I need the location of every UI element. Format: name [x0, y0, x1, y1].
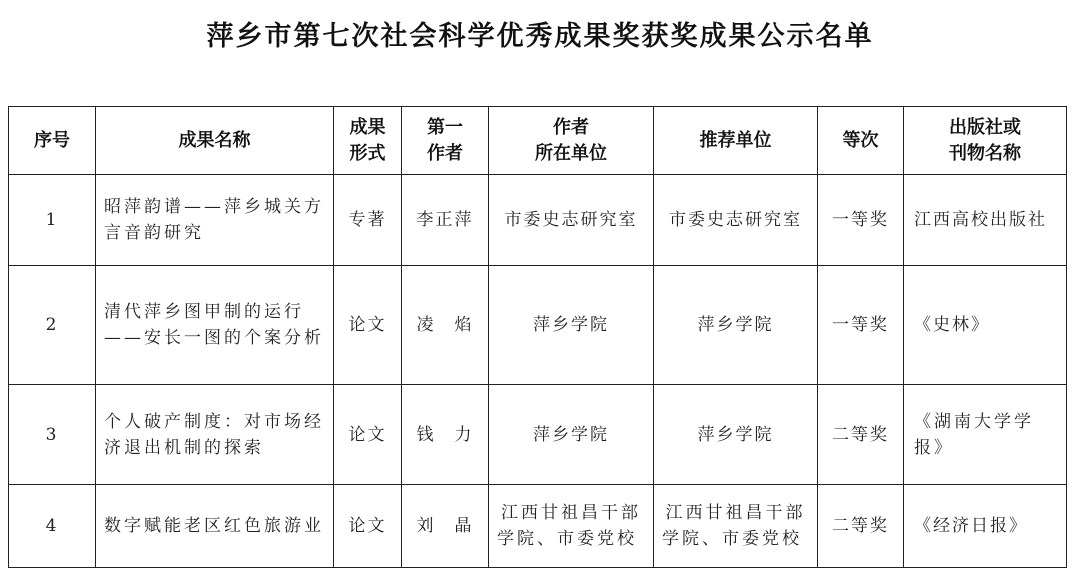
- cell-form: 论文: [334, 385, 402, 485]
- header-recommender: 推荐单位: [654, 107, 818, 175]
- cell-grade: 二等奖: [818, 385, 904, 485]
- cell-author-org: 市委史志研究室: [489, 175, 654, 266]
- cell-form: 论文: [334, 266, 402, 385]
- page-title: 萍乡市第七次社会科学优秀成果奖获奖成果公示名单: [206, 21, 874, 52]
- cell-publisher: 《经济日报》: [904, 485, 1067, 568]
- header-form: 成果 形式: [334, 107, 402, 175]
- cell-title: 个人破产制度：对市场经济退出机制的探索: [96, 385, 334, 485]
- cell-form: 论文: [334, 485, 402, 568]
- cell-grade: 二等奖: [818, 485, 904, 568]
- cell-title: 昭萍韵谱——萍乡城关方言音韵研究: [96, 175, 334, 266]
- table-header-row: [9, 107, 1067, 175]
- cell-index: 3: [9, 385, 96, 485]
- header-author: 第一 作者: [402, 107, 489, 175]
- header-grade: 等次: [818, 107, 904, 175]
- header-index: 序号: [9, 107, 96, 175]
- cell-index: 4: [9, 485, 96, 568]
- cell-grade: 一等奖: [818, 266, 904, 385]
- cell-index: 1: [9, 175, 96, 266]
- table-row: [9, 175, 1067, 266]
- cell-publisher: 《湖南大学学报》: [904, 385, 1067, 485]
- cell-author-org: 江西甘祖昌干部学院、市委党校: [489, 485, 654, 568]
- cell-form: 专著: [334, 175, 402, 266]
- cell-publisher: 江西高校出版社: [904, 175, 1067, 266]
- cell-index: 2: [9, 266, 96, 385]
- table-row: [9, 485, 1067, 568]
- table-row: [9, 385, 1067, 485]
- table-row: [9, 266, 1067, 385]
- cell-author: 刘 晶: [402, 485, 489, 568]
- cell-recommender: 萍乡学院: [654, 266, 818, 385]
- cell-recommender: 市委史志研究室: [654, 175, 818, 266]
- cell-author-org: 萍乡学院: [489, 266, 654, 385]
- cell-recommender: 江西甘祖昌干部学院、市委党校: [654, 485, 818, 568]
- cell-author-org: 萍乡学院: [489, 385, 654, 485]
- header-publisher: 出版社或 刊物名称: [904, 107, 1067, 175]
- cell-title: 清代萍乡图甲制的运行——安长一图的个案分析: [96, 266, 334, 385]
- cell-publisher: 《史林》: [904, 266, 1067, 385]
- cell-recommender: 萍乡学院: [654, 385, 818, 485]
- cell-author: 凌 焰: [402, 266, 489, 385]
- cell-author: 李正萍: [402, 175, 489, 266]
- cell-author: 钱 力: [402, 385, 489, 485]
- header-title: 成果名称: [96, 107, 334, 175]
- header-author-org: 作者 所在单位: [489, 107, 654, 175]
- cell-title: 数字赋能老区红色旅游业: [96, 485, 334, 568]
- awards-table: [8, 106, 1067, 568]
- cell-grade: 一等奖: [818, 175, 904, 266]
